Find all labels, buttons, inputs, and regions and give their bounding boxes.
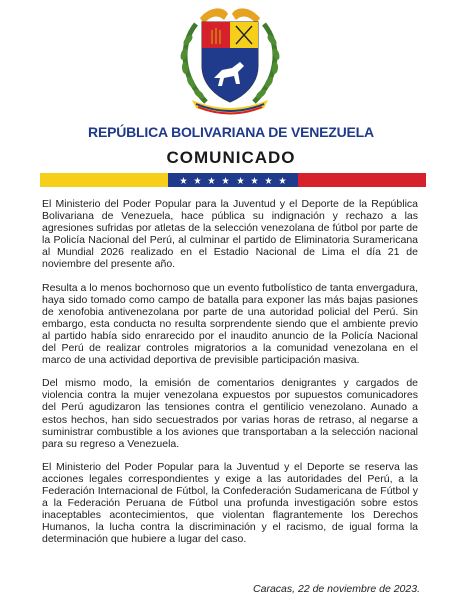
- republic-name: REPÚBLICA BOLIVARIANA DE VENEZUELA: [88, 124, 374, 140]
- paragraph-3: Del mismo modo, la emisión de comentarios denigrantes y cargados de violencia contra la mujer venezolana expuestos por supuestos comunicadores del Perú agudizaron las tensiones contra el gentilicio venezolano. Aunado a estos hechos, han sido secuestrados por varias horas de retraso, al negarse a suministrar combustible a los aviones que transportaban a la selección nacional para su regreso a Venezuela.: [42, 377, 418, 450]
- paragraph-2: Resulta a lo menos bochornoso que un evento futbolístico de tanta envergadura, haya sido tomado como campo de batalla para exponer las más bajas pasiones de xenofobia antivenezolana por parte de una autoridad policial del Perú. Sin embargo, esta conducta no resulta sorprendente siendo que el ambiente previo al partido había sido enrarecido por el inaudito anuncio de la Policía Nacional del Perú de realizar controles migratorios a la comunidad venezolana en el marco de una actividad deportiva de previsible participación masiva.: [42, 281, 418, 367]
- flag-band: [40, 173, 426, 187]
- place-and-date: Caracas, 22 de noviembre de 2023.: [253, 583, 420, 595]
- flag-red-stripe: [298, 173, 426, 187]
- flag-blue-stripe: [168, 173, 298, 187]
- star-icon: [180, 177, 187, 184]
- star-icon: [265, 177, 272, 184]
- star-icon: [251, 177, 258, 184]
- star-icon: [194, 177, 201, 184]
- document-title: COMUNICADO: [166, 148, 296, 167]
- paragraph-1: El Ministerio del Poder Popular para la Juventud y el Deporte de la República Bolivariana de Venezuela, hace pública su indignación y rechazo a las agresiones sufridas por atletas de la selección venezolana de fútbol por parte de la Policía Nacional del Perú, al culminar el partido de Eliminatoria Suramericana al Mundial 2026 realizado en el Estadio Nacional de Lima el día 21 de noviembre del presente año.: [42, 198, 418, 271]
- star-icon: [237, 177, 244, 184]
- flag-yellow-stripe: [40, 173, 168, 187]
- star-icon: [208, 177, 215, 184]
- paragraph-4: El Ministerio del Poder Popular para la Juventud y el Deporte se reserva las acciones legales correspondientes y exige a las autoridades del Perú, a la Federación Internacional de Fútbol, la Confederación Sudamericana de Fútbol y a la Federación Peruana de Fútbol una profunda investigación sobre estos inaceptables acontecimientos, que violentan flagrantemente los Derechos Humanos, la lucha contra la discriminación y el racismo, de igual forma la determinación que hubiere a lugar del caso.: [42, 460, 418, 546]
- communique-body: [42, 198, 418, 556]
- star-icon: [279, 177, 286, 184]
- coat-of-arms-icon: [166, 4, 294, 116]
- star-icon: [222, 177, 229, 184]
